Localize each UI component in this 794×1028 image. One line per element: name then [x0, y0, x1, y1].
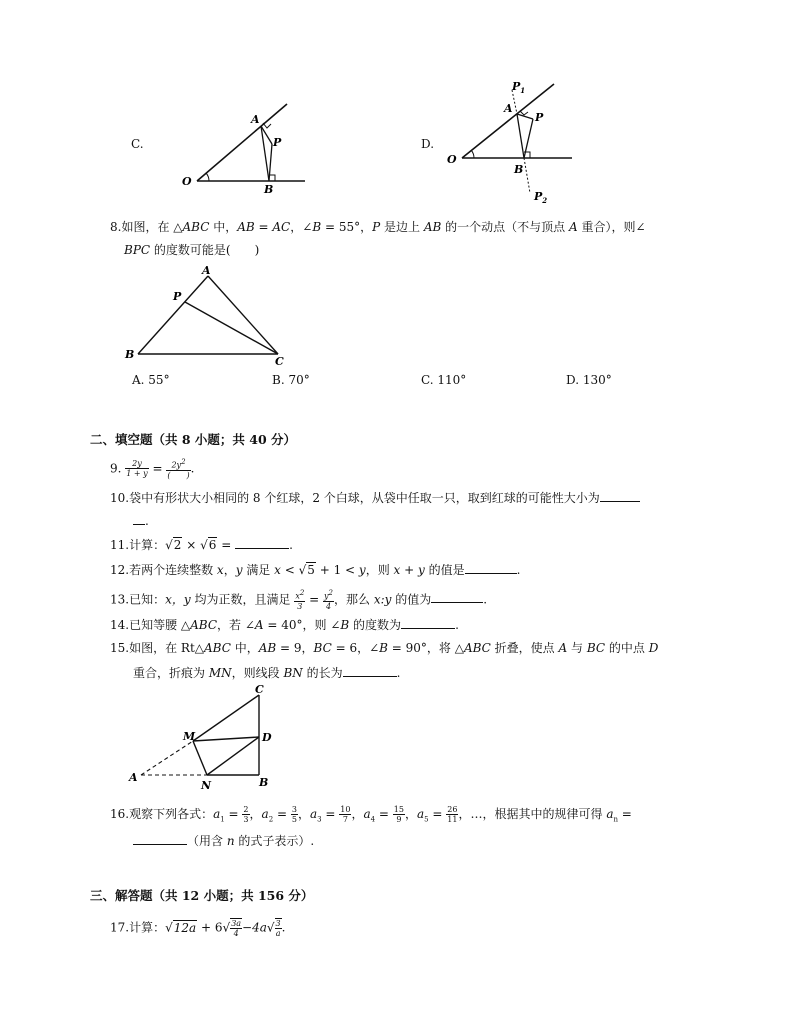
- label-b: B: [264, 183, 274, 196]
- label-m: M: [183, 730, 196, 743]
- label-a: A: [504, 102, 513, 115]
- segment-pc: [185, 302, 278, 354]
- angle-arc-o: [471, 150, 474, 158]
- label-d: D: [262, 731, 272, 744]
- q8-number: 8.: [110, 220, 122, 234]
- q12: 12.若两个连续整数 x，y 满足 x < √5 + 1 < y，则 x + y 的值是 .: [110, 563, 521, 577]
- label-o: O: [182, 175, 192, 188]
- q8-line1: 8.如图，在 △ABC 中，AB = AC，∠B = 55°，P 是边上 AB 的一个动点（不与顶点 A 重合），则∠: [110, 220, 646, 234]
- label-n: N: [201, 779, 212, 792]
- label-c: C: [255, 683, 264, 696]
- q9: 9. $\frac{2y}{1 + y}$ = $\frac{2y2}{( )}$ .: [110, 458, 195, 480]
- segment-nd: [207, 737, 259, 775]
- q16-term-3: $\frac{10}{7}$: [340, 805, 351, 824]
- q9-fraction-left: $\frac{2y}{1 + y}$: [126, 459, 148, 479]
- side-ba: [138, 276, 208, 354]
- q13-fraction-y: $\frac{y2}{4}$: [323, 589, 333, 611]
- q17: 17.计算：√12a + 6√ $\frac{3a}{4}$ −4a√ $\frac{3}{a}$ .: [110, 919, 286, 938]
- q14: 14.已知等腰 △ABC，若 ∠A = 40°，则 ∠B 的度数为 .: [110, 618, 459, 632]
- dashed-ap1: [512, 90, 517, 114]
- q17-fraction-2: $\frac{3}{a}$: [275, 919, 281, 938]
- label-a: A: [251, 113, 260, 126]
- label-b: B: [259, 776, 269, 789]
- q13-fraction-x: $\frac{x2}{3}$: [295, 589, 305, 611]
- q11: 11.计算：√2 × √6 = .: [110, 538, 293, 552]
- angle-arc-o: [206, 173, 209, 181]
- q8-option-a[interactable]: A. 55°: [132, 373, 170, 387]
- q10-answer-blank-cont[interactable]: [133, 512, 145, 525]
- dashed-am: [141, 741, 193, 775]
- figure-q7-d: [442, 78, 582, 213]
- section-3-title: 三、解答题（共 12 小题；共 156 分）: [90, 888, 314, 903]
- q11-answer-blank[interactable]: [235, 536, 289, 549]
- label-p: P: [535, 111, 544, 124]
- segment-ab: [517, 114, 524, 158]
- q16-line2: （用含 n 的式子表示）.: [133, 832, 314, 849]
- label-p: P: [273, 136, 282, 149]
- q15-answer-blank[interactable]: [343, 664, 397, 677]
- option-d-label: D.: [421, 137, 435, 151]
- q8-option-b[interactable]: B. 70°: [272, 373, 310, 387]
- dashed-bp2: [524, 158, 530, 193]
- q8-option-c[interactable]: C. 110°: [421, 373, 467, 387]
- q16-line1: 16.观察下列各式：$a_1$ = $\frac{2}{3}$ ，$a_2$ = $\frac{3}{5}$ ，$a_3$ = $\frac{10}{7}$ ，$a_4$ = $\frac{15}{9}$ ，$a_5$ = $\frac{26}{11}$ ，…，根据其中的规律可得 $a_n$ =: [110, 805, 632, 824]
- q16-answer-blank[interactable]: [133, 832, 187, 845]
- right-angle-mark-a: [263, 123, 271, 128]
- q12-answer-blank[interactable]: [465, 561, 517, 574]
- q15-line2: 重合，折痕为 MN，则线段 BN 的长为 .: [133, 666, 401, 680]
- segment-md: [193, 737, 259, 741]
- q17-fraction-1: $\frac{3a}{4}$: [231, 919, 242, 938]
- segment-ab: [261, 126, 269, 181]
- label-c: C: [275, 355, 284, 367]
- q16-term-1: $\frac{2}{3}$: [243, 805, 249, 824]
- fold-line-mn: [193, 741, 207, 775]
- right-angle-mark-a: [520, 111, 528, 115]
- figure-q8-triangle: [122, 262, 297, 367]
- q10-answer-blank[interactable]: [600, 489, 640, 502]
- q8-option-d[interactable]: D. 130°: [566, 373, 612, 387]
- label-p: P: [173, 290, 182, 303]
- q10-line1: 10.袋中有形状大小相同的 8 个红球，2 个白球，从袋中任取一只，取到红球的可能性大小为: [110, 489, 640, 506]
- q13-answer-blank[interactable]: [431, 590, 483, 603]
- q14-answer-blank[interactable]: [401, 616, 455, 629]
- label-p1: $P_1$: [512, 80, 526, 95]
- label-p2: $P_2$: [534, 190, 548, 205]
- segment-cm: [193, 695, 259, 741]
- figure-q7-c: [175, 96, 315, 196]
- q16-term-4: $\frac{15}{9}$: [393, 805, 404, 824]
- label-a: A: [202, 264, 211, 277]
- q9-fraction-right: $\frac{2y2}{( )}$: [167, 458, 190, 480]
- label-o: O: [447, 153, 457, 166]
- label-b: B: [125, 348, 135, 361]
- label-a: A: [129, 771, 138, 784]
- q15-line1: 15.如图，在 Rt△ABC 中，AB = 9，BC = 6，∠B = 90°，将 △ABC 折叠，使点 A 与 BC 的中点 D: [110, 641, 659, 655]
- figure-q15-fold: [125, 683, 275, 793]
- q16-term-5: $\frac{26}{11}$: [447, 805, 458, 824]
- label-b: B: [514, 163, 524, 176]
- section-2-title: 二、填空题（共 8 小题；共 40 分）: [90, 432, 297, 447]
- q10-line2: .: [133, 512, 149, 529]
- option-c-label: C.: [131, 137, 144, 151]
- q8-line2: BPC 的度数可能是( ): [124, 243, 260, 257]
- q9-answer-blank[interactable]: ( ): [167, 470, 190, 480]
- q16-term-2: $\frac{3}{5}$: [291, 805, 297, 824]
- q13: 13.已知：x，y 均为正数，且满足 $\frac{x2}{3}$ = $\frac{y2}{4}$ ，那么 x:y 的值为 .: [110, 589, 488, 611]
- side-ac: [208, 276, 278, 354]
